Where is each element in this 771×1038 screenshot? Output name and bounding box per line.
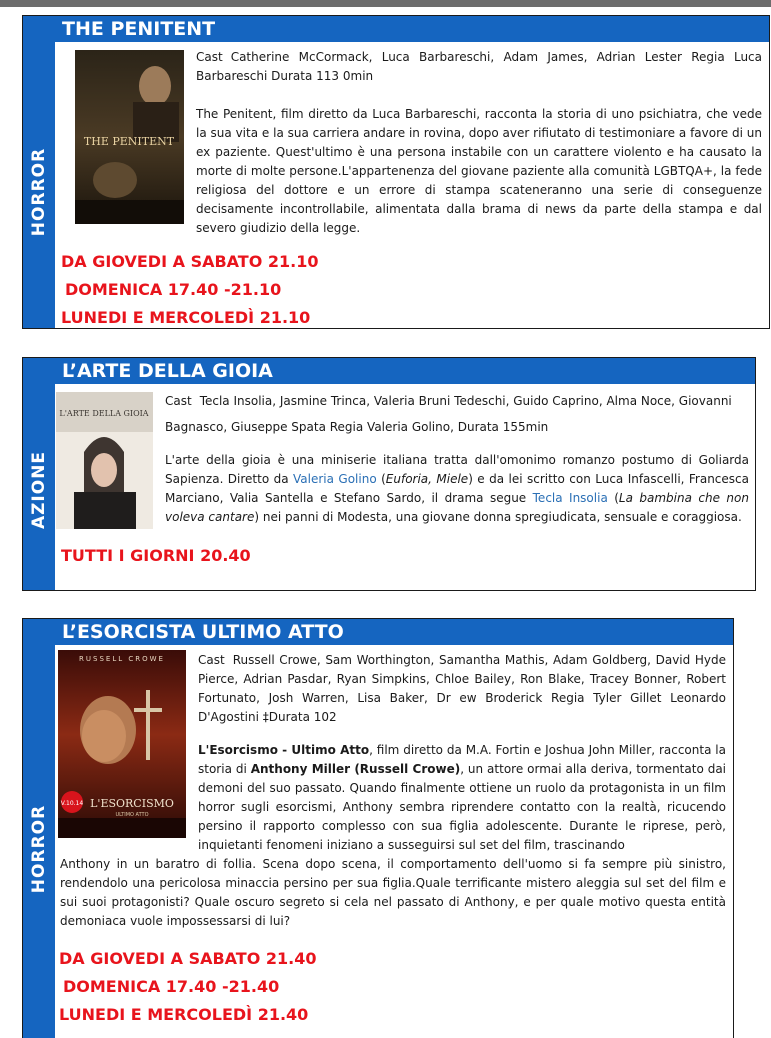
top-edge-bar	[0, 0, 771, 7]
poster-date: V.10.14	[60, 800, 84, 807]
poster-title: L'ARTE DELLA GIOIA	[59, 409, 149, 418]
film-poster	[75, 50, 184, 224]
schedule	[59, 945, 317, 1029]
schedule-line: LUNEDI E MERCOLEDÌ 21.10	[61, 308, 311, 327]
film-card-arte-della-gioia	[22, 357, 756, 591]
film-title: L’ARTE DELLA GIOIA	[55, 358, 755, 384]
film-description: The Penitent, film diretto da Luca Barbareschi, racconta la storia di uno psichiatra, che vede la sua vita e la sua carriera andare in rovina, dopo aver rifiutato di testimoniare a favore di un ex paziente. Quest'ultimo è una persona instabile con un carattere violento e ha causato la morte di molte persone.L'appartenenza del giovane paziente alla comunità LGBTQA+, la fede religiosa del dottore e un errore di stampa scateneranno una serie di conseguenze decisamente incontrollabile, alimentata dalla brama di news da parte della stampa e dal severo giudizio della legge.	[196, 107, 762, 235]
actress-link[interactable]: Tecla Insolia	[532, 491, 608, 505]
film-card-the-penitent	[22, 15, 770, 329]
cast-block	[165, 388, 750, 440]
film-card-esorcista	[22, 618, 734, 1038]
director-link[interactable]: Valeria Golino	[293, 472, 377, 486]
poster-subtitle: ULTIMO ATTO	[115, 812, 149, 818]
cast-block	[198, 651, 726, 727]
schedule-line: DA GIOVEDI A SABATO 21.10	[61, 252, 319, 271]
film-title: THE PENITENT	[55, 16, 769, 42]
genre-bar	[23, 619, 55, 1038]
film-description: L'arte della gioia è una miniserie italiana tratta dall'omonimo romanzo postumo di Goliarda Sapienza. Diretto da Valeria Golino (Euforia, Miele) e da lei scritto con Luca Infascelli, Francesca Marciano, Valia Santella e Stefano Sardo, il drama segue Tecla Insolia (La bambina che non voleva cantare) nei panni di Modesta, una giovane donna spregiudicata, sensuale e coraggiosa.	[165, 453, 749, 524]
poster-title: L'ESORCISMO	[90, 797, 174, 810]
schedule-line: TUTTI I GIORNI 20.40	[61, 546, 251, 565]
genre-label: HORROR	[29, 804, 49, 894]
schedule-line: DOMENICA 17.40 -21.40	[63, 977, 280, 996]
poster-actor: RUSSELL CROWE	[79, 655, 165, 663]
genre-bar	[23, 358, 55, 590]
genre-label: AZIONE	[29, 450, 49, 530]
schedule-line: DA GIOVEDI A SABATO 21.40	[59, 949, 317, 968]
film-description: L'Esorcismo - Ultimo Atto, film diretto da M.A. Fortin e Joshua John Miller, racconta la storia di Anthony Miller (Russell Crowe), un attore ormai alla deriva, tormentato dai demoni del suo passato. Quando finalmente ottiene un ruolo da protagonista in un film horror sugli esorcismi, Anthony sembra riprendere contatto con la realtà, ricucendo persino il rapporto complesso con sua figlia adolescente. Durante le riprese, però, inquietanti fenomeni iniziano a susseguirsi sul set del film, trascinando	[198, 743, 727, 852]
schedule	[61, 248, 319, 332]
film-poster	[56, 392, 153, 529]
schedule-line: DOMENICA 17.40 -21.10	[65, 280, 282, 299]
cast-text: Catherine McCormack, Luca Barbareschi, Adam James, Adrian Lester Regia Luca Barbareschi Durata 113 0min	[196, 50, 762, 83]
cast-label: Cast	[165, 394, 192, 408]
cast-block	[196, 48, 762, 86]
genre-bar	[23, 16, 55, 328]
film-description-continued: Anthony in un baratro di follia. Scena dopo scena, il comportamento dell'uomo si fa sempre più sinistro, rendendolo una pericolosa minaccia persino per sua figlia.Quale terrificante mistero aleggia sul set del film e sui suoi protagonisti? Quale oscuro segreto si cela nel passato di Anthony, e per quale motivo questa entità demoniaca vuole impossessarsi di lui?	[60, 857, 726, 928]
cast-text-line2: Bagnasco, Giuseppe Spata Regia Valeria Golino, Durata 155min	[165, 420, 549, 434]
schedule	[61, 542, 251, 570]
cast-label: Cast	[198, 653, 225, 667]
film-title: L’ESORCISTA ULTIMO ATTO	[55, 619, 733, 645]
cast-text-line1: Tecla Insolia, Jasmine Trinca, Valeria Bruni Tedeschi, Guido Caprino, Alma Noce, Giovanni	[199, 394, 732, 408]
schedule-line: LUNEDI E MERCOLEDÌ 21.40	[59, 1005, 309, 1024]
cast-label: Cast	[196, 50, 223, 64]
film-poster	[58, 650, 186, 838]
poster-title: THE PENITENT	[83, 135, 175, 148]
genre-label: HORROR	[29, 147, 49, 237]
cast-text: Russell Crowe, Sam Worthington, Samantha Mathis, Adam Goldberg, David Hyde Pierce, Adrian Pasdar, Ryan Simpkins, Chloe Bailey, Ron Blake, Tracey Bonner, Robert Fortunato, Josh Warren, Lisa Baker, Dr ew Broderick Regia Tyler Gillet Leonardo D'Agostini ‡Durata 102	[198, 653, 726, 724]
